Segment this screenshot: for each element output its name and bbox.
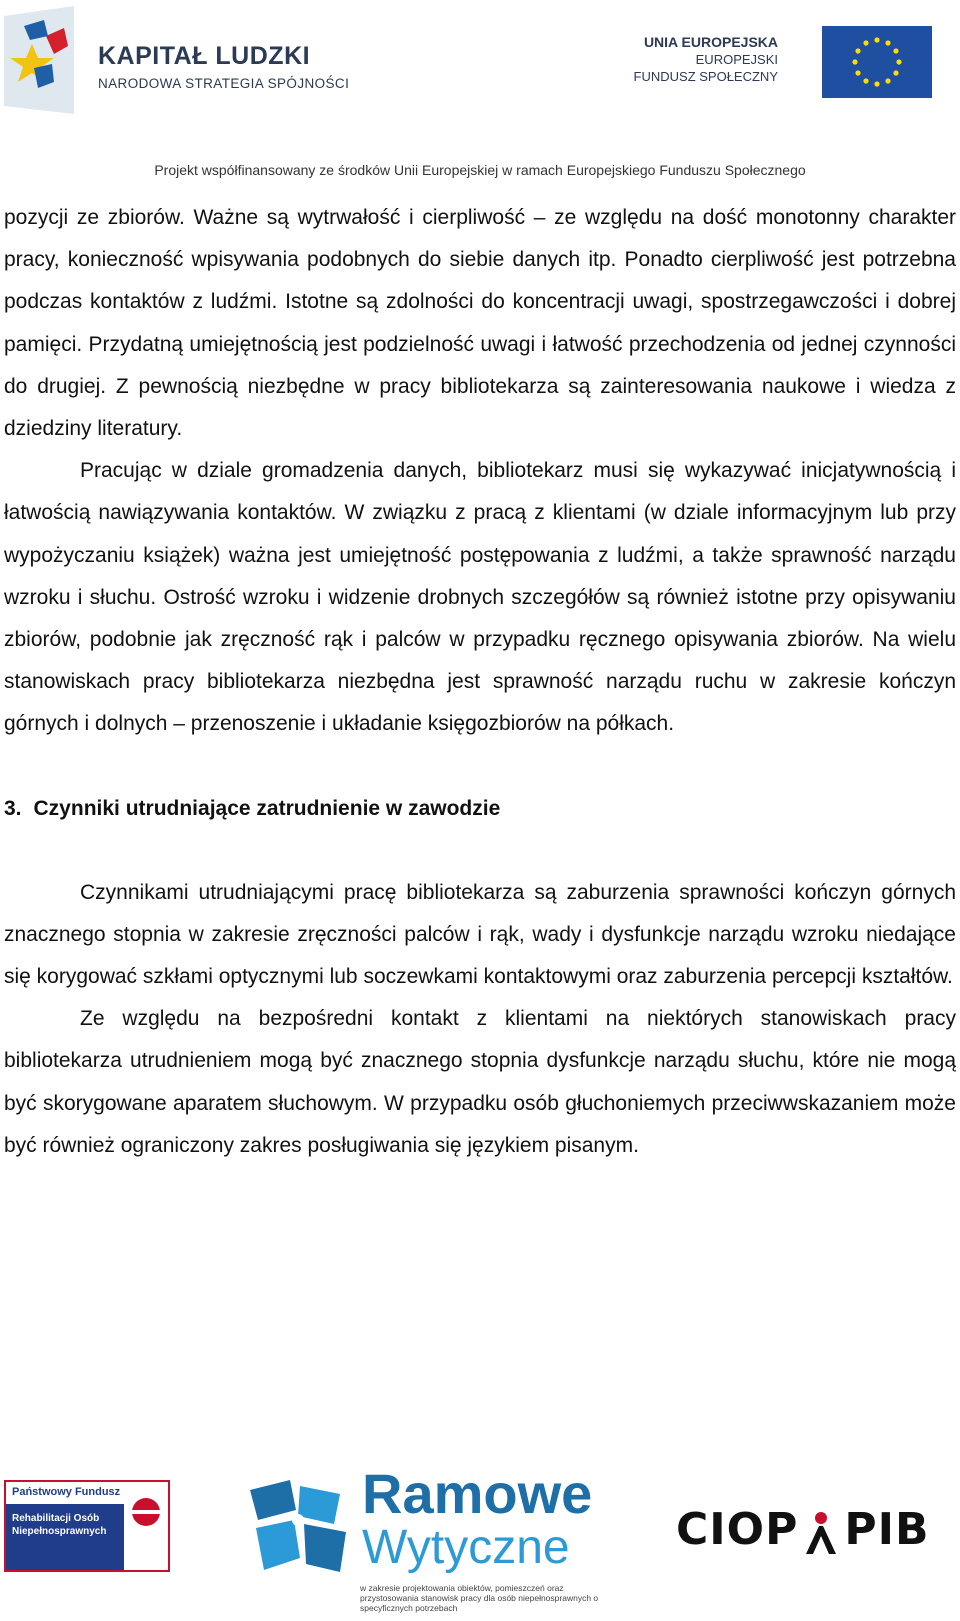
pfron-logo	[4, 1480, 170, 1572]
ramowe-wytyczne-subtitle: w zakresie projektowania obiektów, pomieszczeń oraz przystosowania stanowisk pracy dla osób niepełnosprawnych o specyficznych potrzebach	[360, 1583, 599, 1613]
ciop-figure-icon	[802, 1510, 840, 1554]
ramowe-wytyczne-logo-icon	[250, 1480, 350, 1580]
kapital-ludzki-title: KAPITAŁ LUDZKI	[98, 42, 311, 70]
wytyczne-title: Wytyczne	[362, 1521, 570, 1574]
paragraph-3: Czynnikami utrudniającymi pracę bibliotekarza są zaburzenia sprawności kończyn górnych znacznego stopnia w zakresie zręczności palców i rąk, wady i dysfunkcje narządu wzroku niedające się korygować szkłami optycznymi lub soczewkami kontaktowymi oraz zaburzenia percepcji kształtów.	[4, 880, 956, 989]
section-heading-number: 3.	[4, 796, 22, 820]
eu-label-line2: EUROPEJSKI	[695, 52, 778, 67]
pib-text: PIB	[844, 1504, 930, 1555]
paragraph-4: Ze względu na bezpośredni kontakt z klientami na niektórych stanowiskach pracy bibliotekarza utrudnieniem mogą być znacznego stopnia dysfunkcje narządu słuchu, które nie mogą być skorygowane aparatem słuchowym. W przypadku osób głuchoniemych przeciwwskazaniem może być również ograniczony zakres posługiwania się językiem pisanym.	[4, 1007, 956, 1157]
paragraph-2: Pracując w dziale gromadzenia danych, bibliotekarz musi się wykazywać inicjatywnością i łatwością nawiązywania kontaktów. W związku z pracą z klientami (w dziale informacyjnym lub przy wypożyczaniu książek) ważna jest umiejętność postępowania z ludźmi, a także sprawność narządu wzroku i słuchu. Ostrość wzroku i widzenie drobnych szczegółów są również istotne przy opisywaniu zbiorów, podobnie jak zręczność rąk i palców w przypadku ręcznego opisywania zbiorów. Na wielu stanowiskach pracy bibliotekarza niezbędna jest sprawność narządu ruchu w zakresie kończyn górnych i dolnych – przenoszenie i układanie księgozbiorów na półkach.	[4, 459, 956, 736]
eu-label-line3: FUNDUSZ SPOŁECZNY	[633, 69, 778, 84]
pfron-name-line1: Państwowy Fundusz	[12, 1486, 121, 1498]
page-header	[0, 0, 960, 185]
kapital-ludzki-logo-icon	[4, 6, 84, 114]
kapital-ludzki-subtitle: NARODOWA STRATEGIA SPÓJNOŚCI	[98, 76, 350, 91]
eu-flag-icon	[822, 26, 932, 98]
project-cofinancing-note: Projekt współfinansowany ze środków Unii Europejskiej w ramach Europejskiego Funduszu Społecznego	[154, 162, 806, 178]
eu-fund-label	[634, 34, 778, 85]
pfron-name-line2: Rehabilitacji Osób Niepełnosprawnych	[12, 1513, 107, 1537]
paragraph-1: pozycji ze zbiorów. Ważne są wytrwałość i cierpliwość – ze względu na dość monotonny charakter pracy, konieczność wpisywania podobnych do siebie danych itp. Ponadto cierpliwość jest potrzebna podczas kontaktów z ludźmi. Istotne są zdolności do koncentracji uwagi, spostrzegawczości i dobrej pamięci. Przydatną umiejętnością jest podzielność uwagi i łatwość przechodzenia od jednej czynności do drugiej. Z pewnością niezbędne w pracy bibliotekarza są zainteresowania naukowe i wiedza z dziedziny literatury.	[4, 206, 956, 441]
ramowe-title: Ramowe	[362, 1462, 593, 1525]
ciop-pib-logo	[676, 1504, 929, 1555]
document-body	[4, 197, 956, 1167]
section-heading	[4, 788, 956, 830]
ciop-text: CIOP	[676, 1504, 799, 1555]
section-heading-text: Czynniki utrudniające zatrudnienie w zawodzie	[33, 796, 501, 820]
page-footer	[0, 1460, 960, 1621]
pfron-emblem-icon	[130, 1496, 162, 1528]
eu-label-line1: UNIA EUROPEJSKA	[643, 34, 778, 50]
